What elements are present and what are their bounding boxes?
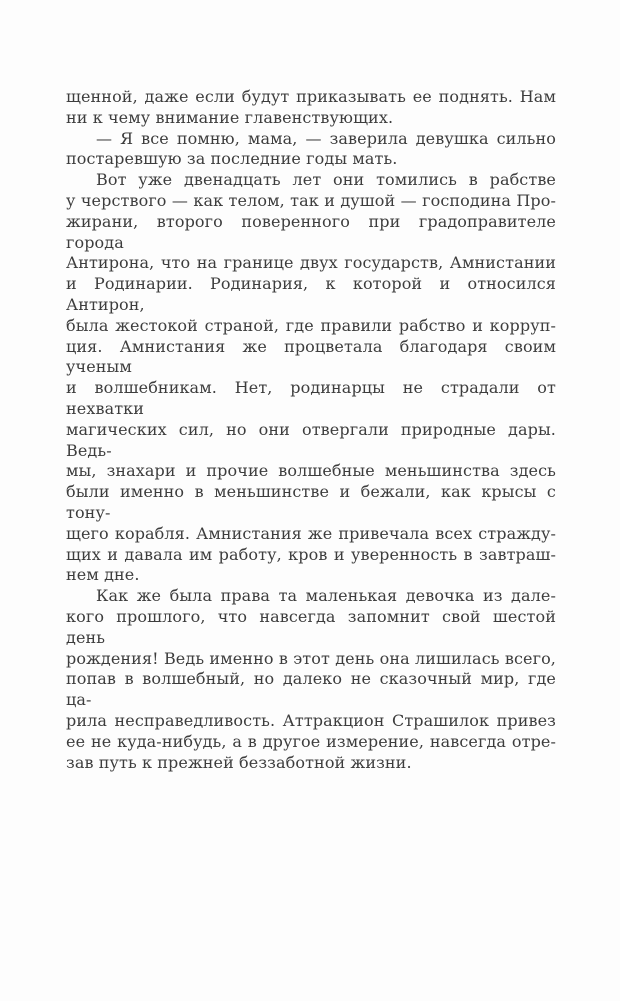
text-line: попав в волшебный, но далеко не сказочный мир, где ца-: [66, 669, 556, 710]
text-line: зав путь к прежней беззаботной жизни.: [66, 752, 412, 772]
text-line: ни к чему внимание главенствующих.: [66, 107, 394, 127]
paragraph: [66, 586, 556, 773]
paragraph: [66, 129, 556, 171]
text-line: у черствого — как телом, так и душой — господина Про-: [66, 190, 556, 210]
text-line: щенной, даже если будут приказывать ее поднять. Нам: [66, 87, 556, 106]
text-line: Антирона, что на границе двух государств, Амнистании: [66, 253, 556, 273]
text-line: Вот уже двенадцать лет они томились в рабстве: [96, 170, 556, 190]
text-line: магических сил, но они отвергали природные дары. Ведь-: [66, 419, 556, 460]
paragraph: [66, 87, 556, 129]
text-line: нем дне.: [66, 565, 140, 585]
text-line: рила несправедливость. Аттракцион Страшилок привез: [66, 710, 556, 730]
text-line: ция. Амнистания же процветала благодаря своим ученым: [66, 336, 556, 377]
text-line: и волшебникам. Нет, родинарцы не страдали от нехватки: [66, 378, 556, 418]
text-line: были именно в меньшинстве и бежали, как крысы с тону-: [66, 482, 556, 522]
text-line: кого прошлого, что навсегда запомнит свой шестой день: [66, 606, 556, 647]
text-line: мы, знахари и прочие волшебные меньшинства здесь: [66, 461, 556, 481]
text-line: постаревшую за последние годы мать.: [66, 149, 398, 169]
paragraph: [66, 170, 556, 586]
text-block: [66, 87, 556, 773]
text-line: щих и давала им работу, кров и уверенность в завтраш-: [66, 544, 556, 564]
text-line: была жестокой страной, где правили рабство и корруп-: [66, 315, 556, 335]
text-line: жирани, второго поверенного при градоправителе города: [66, 211, 556, 252]
text-line: — Я все помню, мама, — заверила девушка сильно: [96, 128, 556, 148]
text-line: ее не куда-нибудь, а в другое измерение, навсегда отре-: [66, 731, 556, 751]
text-line: рождения! Ведь именно в этот день она лишилась всего,: [66, 648, 556, 668]
text-line: Как же была права та маленькая девочка из дале-: [96, 586, 556, 606]
text-line: и Родинарии. Родинария, к которой и относился Антирон,: [66, 274, 556, 314]
text-line: щего корабля. Амнистания же привечала всех стражду-: [66, 523, 556, 543]
